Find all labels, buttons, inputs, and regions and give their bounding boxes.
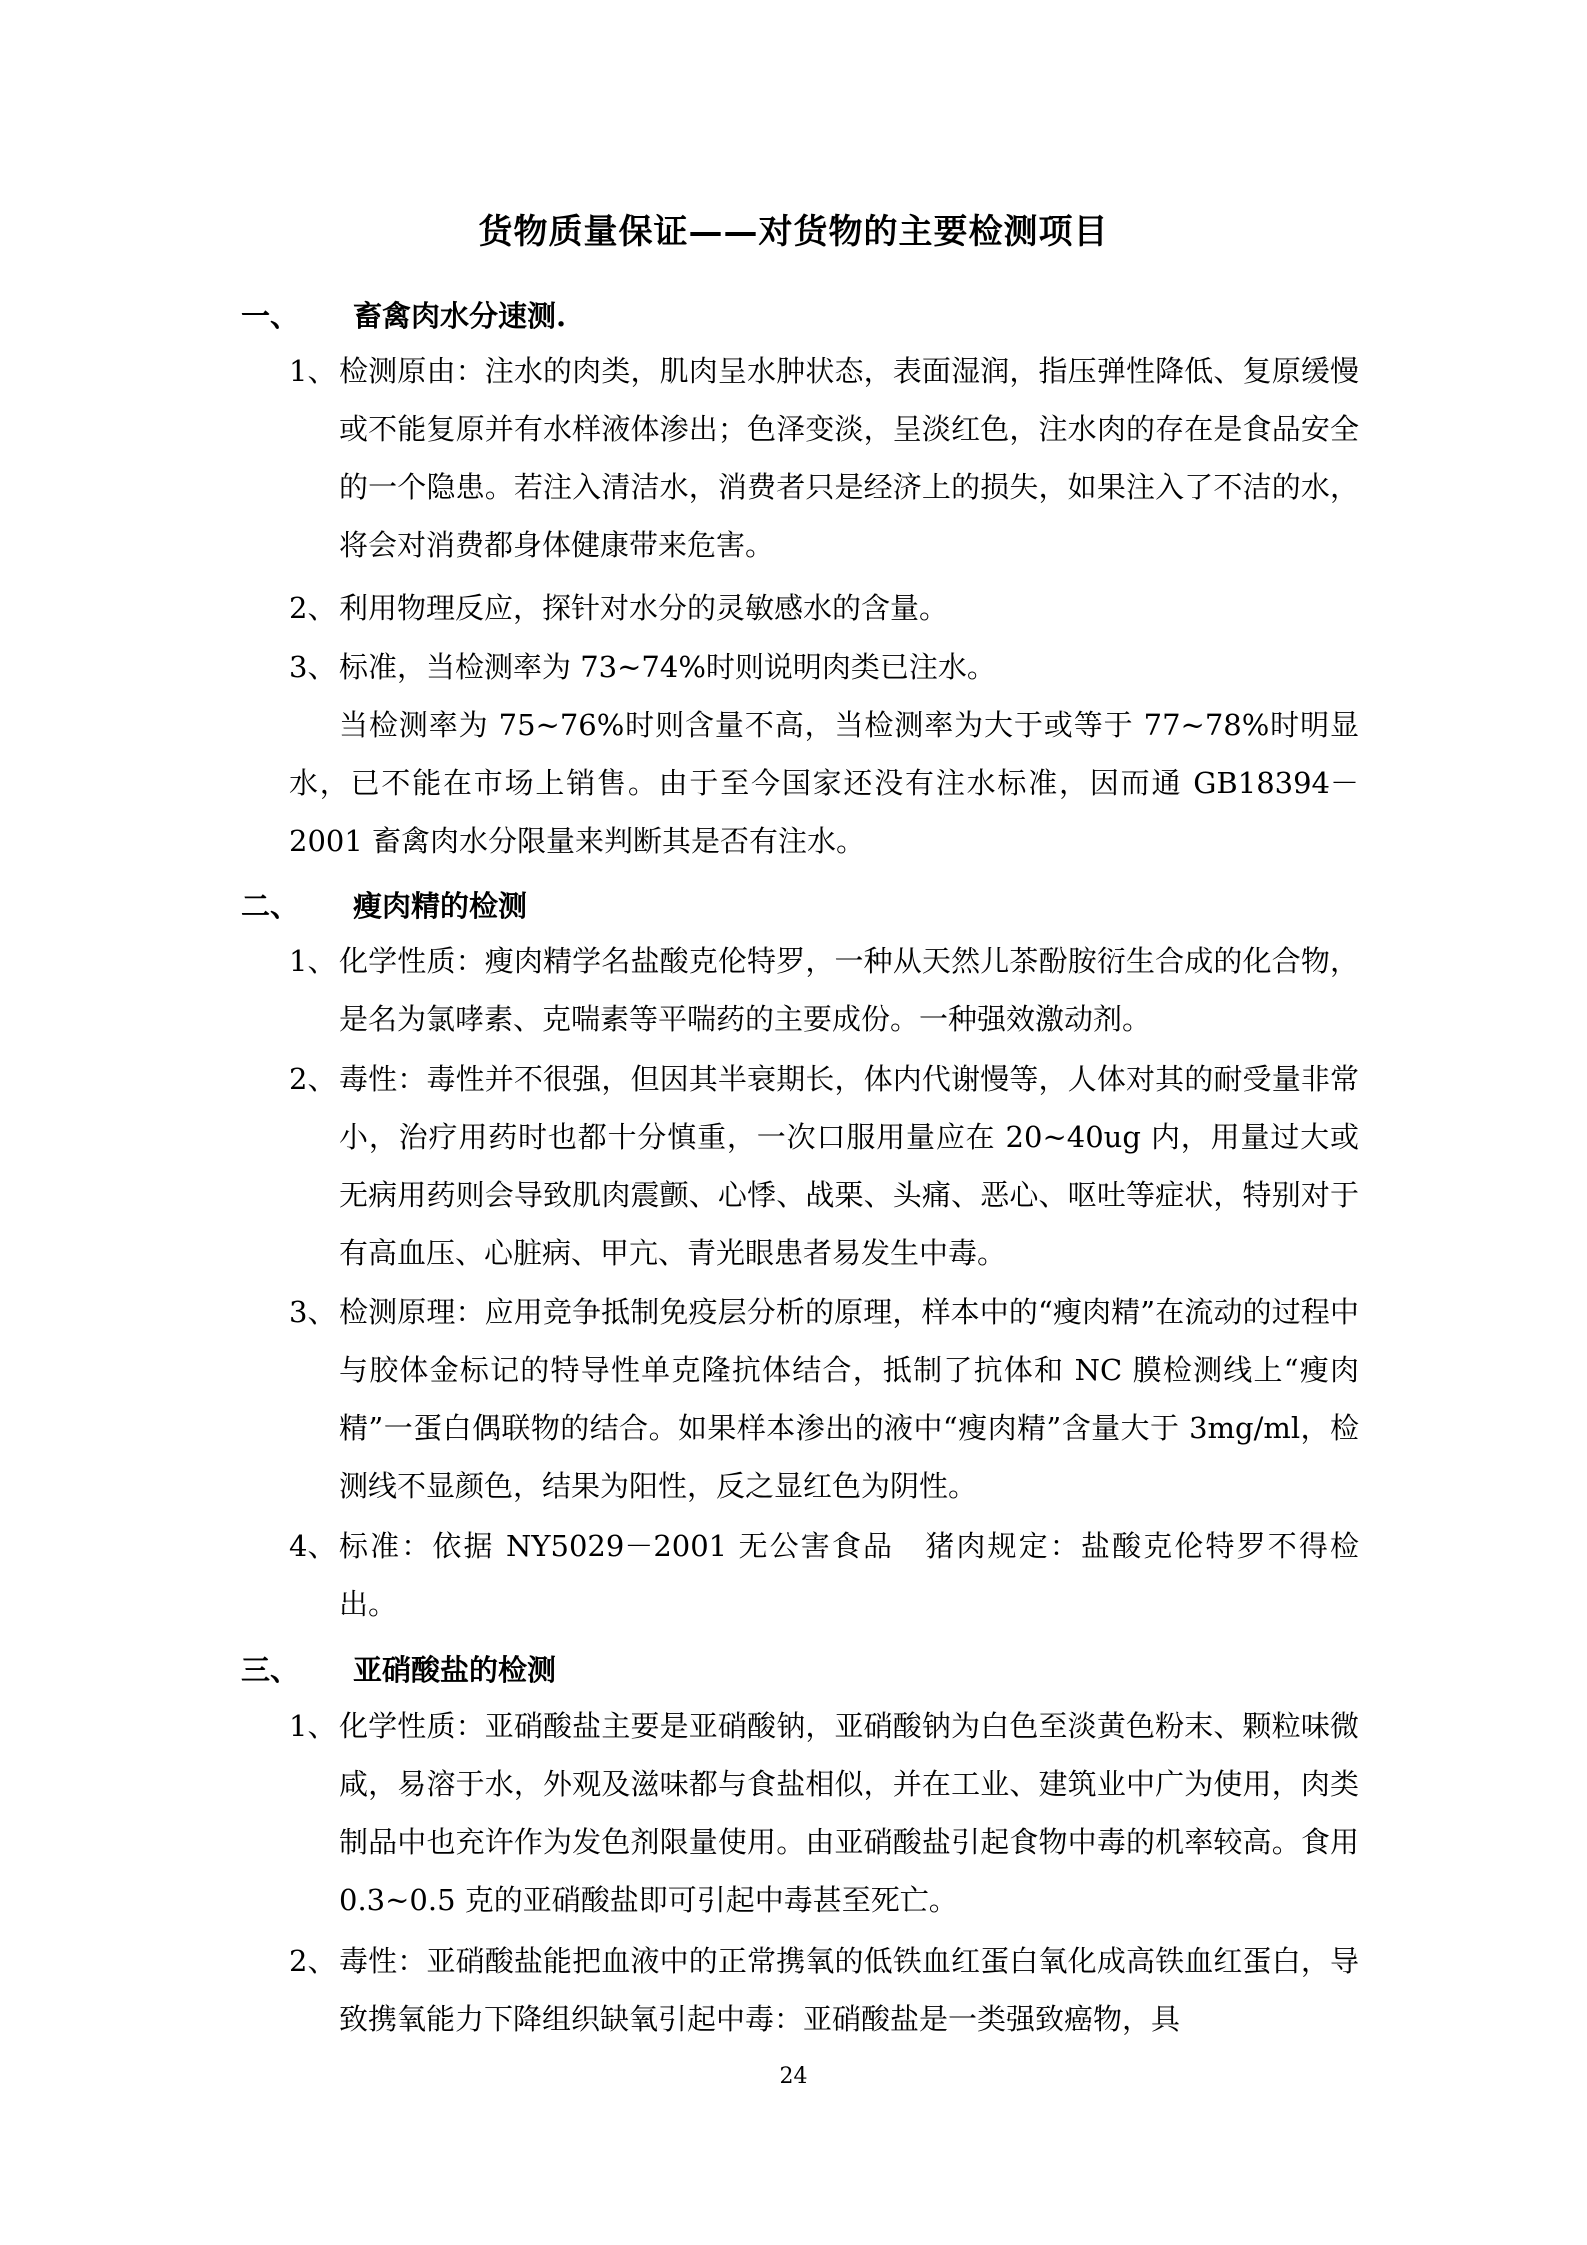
item-text: 检测原由：注水的肉类，肌肉呈水肿状态，表面湿润，指压弹性降低、复原缓慢或不能复原并有水样液体渗出；色泽变淡，呈淡红色，注水肉的存在是食品安全的一个隐患。若注入清洁水，消费者只是经济上的损失，如果注入了不洁的水，将会对消费都身体健康带来危害。 bbox=[339, 354, 1359, 562]
document-title: 货物质量保证——对货物的主要检测项目 bbox=[478, 212, 1109, 252]
item-text: 检测原理：应用竞争抵制免疫层分析的原理，样本中的“瘦肉精”在流动的过程中与胶体金标记的特导性单克隆抗体结合，抵制了抗体和 NC 膜检测线上“瘦肉精”一蛋白偶联物的结合。如果样本渗出的液中“瘦肉精”含量大于 3mg/ml，检测线不显颜色，结果为阳性，反之显红色为阴性。 bbox=[339, 1295, 1359, 1503]
list-item bbox=[289, 932, 1359, 1048]
item-text: 标准：依据 NY5029－2001 无公害食品 猪肉规定：盐酸克伦特罗不得检出。 bbox=[339, 1529, 1359, 1621]
item-number: 2、 bbox=[289, 591, 337, 625]
section-number: 三、 bbox=[241, 1653, 300, 1687]
section-number: 一、 bbox=[241, 299, 300, 333]
list-item bbox=[289, 1283, 1359, 1515]
list-item bbox=[289, 342, 1359, 574]
item-text: 毒性：毒性并不很强，但因其半衰期长，体内代谢慢等，人体对其的耐受量非常小，治疗用药时也都十分慎重，一次口服用量应在 20~40ug 内，用量过大或无病用药则会导致肌肉震颤、心悸、战栗、头痛、恶心、呕吐等症状，特别对于有高血压、心脏病、甲亢、青光眼患者易发生中毒。 bbox=[339, 1062, 1359, 1270]
body-paragraph: 当检测率为 75~76%时则含量不高，当检测率为大于或等于 77~78%时明显水，已不能在市场上销售。由于至今国家还没有注水标准，因而通 GB18394－2001 畜禽肉水分限量来判断其是否有注水。 bbox=[289, 708, 1359, 858]
list-item bbox=[289, 1517, 1359, 1633]
item-number: 2、 bbox=[289, 1062, 337, 1096]
item-number: 3、 bbox=[289, 1295, 337, 1329]
list-item bbox=[289, 579, 1359, 637]
item-number: 1、 bbox=[289, 354, 337, 388]
section-number: 二、 bbox=[241, 889, 300, 923]
item-text: 标准，当检测率为 73~74%时则说明肉类已注水。 bbox=[339, 650, 996, 684]
list-item bbox=[289, 1932, 1359, 2048]
page-number: 24 bbox=[779, 2064, 808, 2089]
item-number: 4、 bbox=[289, 1529, 337, 1563]
item-text: 化学性质：亚硝酸盐主要是亚硝酸钠，亚硝酸钠为白色至淡黄色粉末、颗粒味微咸，易溶于水，外观及滋味都与食盐相似，并在工业、建筑业中广为使用，肉类制品中也充许作为发色剂限量使用。由亚硝酸盐引起食物中毒的机率较高。食用 0.3~0.5 克的亚硝酸盐即可引起中毒甚至死亡。 bbox=[339, 1709, 1359, 1917]
item-number: 1、 bbox=[289, 1709, 337, 1743]
item-number: 2、 bbox=[289, 1944, 337, 1978]
section-heading-1 bbox=[241, 294, 566, 338]
section-title: 瘦肉精的检测 bbox=[353, 889, 528, 923]
item-text: 化学性质：瘦肉精学名盐酸克伦特罗，一种从天然儿茶酚胺衍生合成的化合物，是名为氯哮素、克喘素等平喘药的主要成份。一种强效激动剂。 bbox=[339, 944, 1359, 1036]
list-item bbox=[289, 1050, 1359, 1282]
section-heading-3 bbox=[241, 1648, 556, 1692]
list-item bbox=[289, 1697, 1359, 1929]
section-title: 畜禽肉水分速测. bbox=[353, 299, 567, 333]
list-item bbox=[289, 638, 1359, 696]
section-title: 亚硝酸盐的检测 bbox=[353, 1653, 557, 1687]
item-number: 1、 bbox=[289, 944, 337, 978]
item-text: 利用物理反应，探针对水分的灵敏感水的含量。 bbox=[339, 591, 949, 625]
item-text: 毒性：亚硝酸盐能把血液中的正常携氧的低铁血红蛋白氧化成高铁血红蛋白，导致携氧能力下降组织缺氧引起中毒：亚硝酸盐是一类强致癌物，具 bbox=[339, 1944, 1359, 2036]
section-heading-2 bbox=[241, 884, 527, 928]
item-number: 3、 bbox=[289, 650, 337, 684]
